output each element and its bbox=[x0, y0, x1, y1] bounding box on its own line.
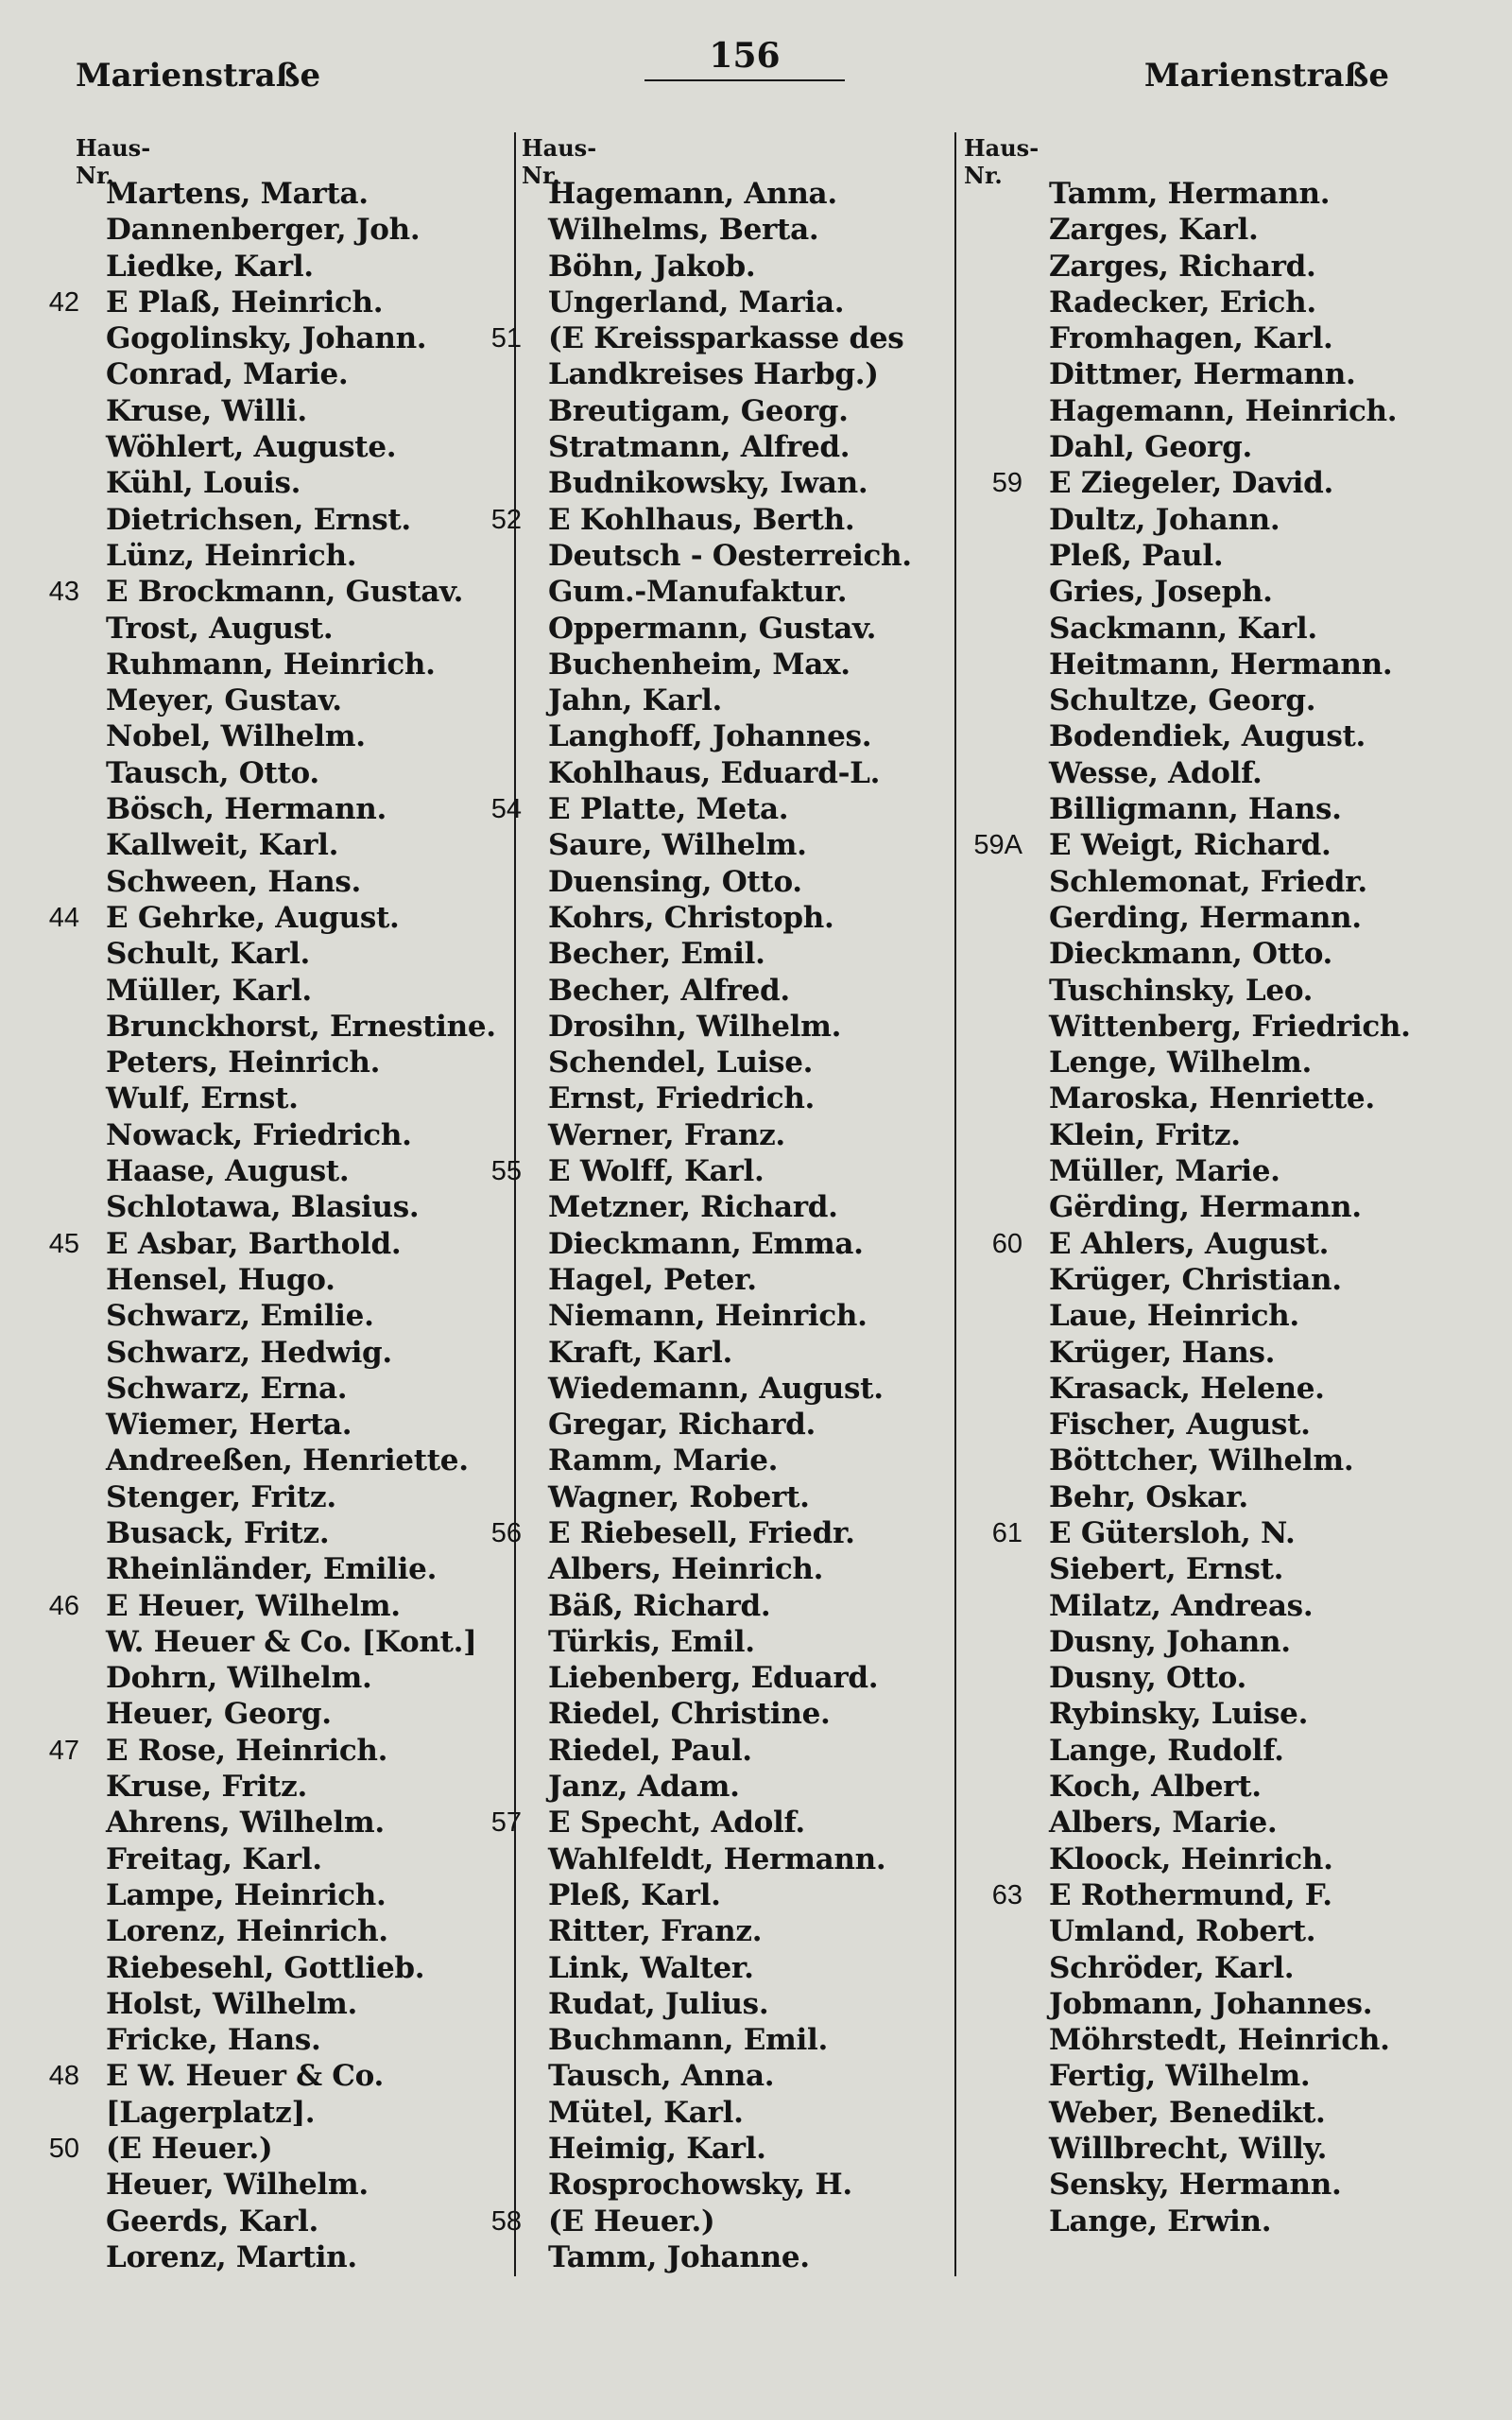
house-number: 52 bbox=[490, 504, 522, 535]
page-number: 156 bbox=[709, 36, 781, 76]
resident-entry: Rudat, Julius. bbox=[548, 1986, 769, 2021]
resident-entry: Nowack, Friedrich. bbox=[106, 1117, 412, 1152]
resident-entry: E Gehrke, August. bbox=[106, 900, 400, 935]
resident-entry: Tamm, Hermann. bbox=[1049, 177, 1331, 211]
resident-entry: Haase, August. bbox=[106, 1154, 350, 1189]
resident-entry: Metzner, Richard. bbox=[548, 1190, 838, 1225]
resident-entry: Kruse, Fritz. bbox=[106, 1770, 307, 1805]
resident-entry: Gregar, Richard. bbox=[548, 1408, 816, 1443]
resident-entry: Jahn, Karl. bbox=[548, 683, 723, 718]
house-number: 47 bbox=[48, 1735, 79, 1766]
resident-entry: Heuer, Wilhelm. bbox=[106, 2168, 369, 2203]
resident-entry: Rosprochowsky, H. bbox=[548, 2168, 852, 2203]
resident-entry: Gërding, Hermann. bbox=[1049, 1190, 1362, 1225]
resident-entry: Wiedemann, August. bbox=[548, 1371, 884, 1406]
house-number: 55 bbox=[490, 1156, 522, 1187]
resident-entry: Riebesehl, Gottlieb. bbox=[106, 1950, 425, 1985]
house-number: 43 bbox=[48, 577, 79, 608]
house-number-header: Haus-Nr. bbox=[76, 134, 151, 189]
resident-entry: Bäß, Richard. bbox=[548, 1588, 771, 1623]
resident-entry: Buchenheim, Max. bbox=[548, 647, 850, 682]
resident-entry: E Ahlers, August. bbox=[1049, 1226, 1330, 1261]
resident-entry: Dusny, Otto. bbox=[1049, 1661, 1247, 1696]
resident-entry: Wahlfeldt, Hermann. bbox=[548, 1841, 886, 1876]
house-number: 45 bbox=[48, 1228, 79, 1259]
resident-entry: E Wolff, Karl. bbox=[548, 1154, 765, 1189]
resident-entry: Albers, Marie. bbox=[1049, 1806, 1278, 1841]
resident-entry: Schultze, Georg. bbox=[1049, 683, 1316, 718]
resident-entry: Hagemann, Anna. bbox=[548, 177, 837, 211]
resident-entry: Schlemonat, Friedr. bbox=[1049, 864, 1367, 899]
resident-entry: Willbrecht, Willy. bbox=[1049, 2132, 1328, 2167]
resident-entry: Krüger, Hans. bbox=[1049, 1335, 1276, 1370]
house-number: 63 bbox=[991, 1879, 1022, 1910]
resident-entry: Heuer, Georg. bbox=[106, 1697, 332, 1732]
resident-entry: Kohrs, Christoph. bbox=[548, 900, 834, 935]
resident-entry: Langhoff, Johannes. bbox=[548, 719, 872, 754]
column-divider bbox=[954, 132, 956, 2276]
resident-entry: E Plaß, Heinrich. bbox=[106, 285, 384, 320]
house-number: 59 bbox=[991, 468, 1022, 499]
resident-entry: Schult, Karl. bbox=[106, 937, 311, 972]
resident-entry: Oppermann, Gustav. bbox=[548, 611, 877, 646]
resident-entry: Ramm, Marie. bbox=[548, 1443, 779, 1478]
resident-entry: Kloock, Heinrich. bbox=[1049, 1841, 1333, 1876]
house-number: 48 bbox=[48, 2061, 79, 2092]
resident-entry: Ungerland, Maria. bbox=[548, 285, 845, 320]
resident-entry: Werner, Franz. bbox=[548, 1117, 785, 1152]
resident-entry: Wittenberg, Friedrich. bbox=[1049, 1009, 1411, 1044]
resident-entry: Wagner, Robert. bbox=[548, 1479, 810, 1514]
resident-entry: Böhn, Jakob. bbox=[548, 249, 756, 284]
resident-entry: Gries, Joseph. bbox=[1049, 575, 1273, 610]
resident-entry: Dittmer, Hermann. bbox=[1049, 357, 1356, 392]
resident-entry: Fischer, August. bbox=[1049, 1408, 1311, 1443]
resident-entry: Schröder, Karl. bbox=[1049, 1950, 1295, 1985]
resident-entry: E Platte, Meta. bbox=[548, 792, 789, 827]
house-number: 59A bbox=[973, 830, 1022, 861]
page-number-rule bbox=[644, 79, 845, 81]
resident-entry: Radecker, Erich. bbox=[1049, 285, 1316, 320]
resident-entry: Wöhlert, Auguste. bbox=[106, 430, 397, 465]
resident-entry: Lenge, Wilhelm. bbox=[1049, 1046, 1312, 1080]
resident-entry: W. Heuer & Co. [Kont.] bbox=[106, 1624, 477, 1659]
resident-entry: Heitmann, Hermann. bbox=[1049, 647, 1393, 682]
resident-entry: Janz, Adam. bbox=[548, 1770, 740, 1805]
resident-entry: Liedke, Karl. bbox=[106, 249, 314, 284]
resident-entry: Meyer, Gustav. bbox=[106, 683, 342, 718]
resident-entry: Lange, Rudolf. bbox=[1049, 1733, 1284, 1768]
resident-entry: Sensky, Hermann. bbox=[1049, 2168, 1342, 2203]
resident-entry: Böttcher, Wilhelm. bbox=[1049, 1443, 1354, 1478]
resident-entry: Fertig, Wilhelm. bbox=[1049, 2059, 1311, 2094]
resident-entry: Trost, August. bbox=[106, 611, 334, 646]
resident-entry: Koch, Albert. bbox=[1049, 1770, 1262, 1805]
resident-entry: (E Heuer.) bbox=[106, 2132, 273, 2167]
resident-entry: Andreeßen, Henriette. bbox=[106, 1443, 469, 1478]
resident-entry: Müller, Marie. bbox=[1049, 1154, 1280, 1189]
resident-entry: Becher, Alfred. bbox=[548, 973, 790, 1008]
resident-entry: Nobel, Wilhelm. bbox=[106, 719, 366, 754]
resident-entry: (E Heuer.) bbox=[548, 2204, 715, 2238]
resident-entry: Wulf, Ernst. bbox=[106, 1081, 299, 1116]
house-number: 50 bbox=[48, 2134, 79, 2165]
house-number: 57 bbox=[490, 1807, 522, 1839]
resident-entry: Niemann, Heinrich. bbox=[548, 1299, 868, 1334]
resident-entry: Gerding, Hermann. bbox=[1049, 900, 1362, 935]
resident-entry: Wiemer, Herta. bbox=[106, 1408, 352, 1443]
resident-entry: Bösch, Hermann. bbox=[106, 792, 387, 827]
resident-entry: Hagel, Peter. bbox=[548, 1262, 757, 1297]
resident-entry: E Ziegeler, David. bbox=[1049, 466, 1333, 501]
resident-entry: Heimig, Karl. bbox=[548, 2132, 766, 2167]
resident-entry: E Rose, Heinrich. bbox=[106, 1733, 388, 1768]
resident-entry: Landkreises Harbg.) bbox=[548, 357, 879, 392]
resident-entry: E Asbar, Barthold. bbox=[106, 1226, 402, 1261]
resident-entry: Schwarz, Hedwig. bbox=[106, 1335, 392, 1370]
resident-entry: Rheinländer, Emilie. bbox=[106, 1552, 438, 1587]
house-number: 60 bbox=[991, 1228, 1022, 1259]
house-number: 58 bbox=[490, 2205, 522, 2237]
resident-entry: (E Kreissparkasse des bbox=[548, 321, 904, 356]
running-head-left: Marienstraße bbox=[76, 57, 321, 95]
resident-entry: Fricke, Hans. bbox=[106, 2023, 321, 2058]
house-number: 44 bbox=[48, 902, 79, 933]
resident-entry: Stratmann, Alfred. bbox=[548, 430, 850, 465]
resident-entry: Freitag, Karl. bbox=[106, 1841, 322, 1876]
resident-entry: Wesse, Adolf. bbox=[1049, 755, 1263, 790]
resident-entry: Lange, Erwin. bbox=[1049, 2204, 1272, 2238]
resident-entry: E Gütersloh, N. bbox=[1049, 1515, 1296, 1550]
resident-entry: Gogolinsky, Johann. bbox=[106, 321, 427, 356]
resident-entry: Tuschinsky, Leo. bbox=[1049, 973, 1314, 1008]
resident-entry: Umland, Robert. bbox=[1049, 1914, 1316, 1949]
house-number: 56 bbox=[490, 1517, 522, 1548]
resident-entry: Zarges, Karl. bbox=[1049, 213, 1259, 248]
resident-entry: Schendel, Luise. bbox=[548, 1046, 814, 1080]
resident-entry: Behr, Oskar. bbox=[1049, 1479, 1248, 1514]
resident-entry: Hagemann, Heinrich. bbox=[1049, 393, 1398, 428]
resident-entry: Busack, Fritz. bbox=[106, 1515, 330, 1550]
resident-entry: E Brockmann, Gustav. bbox=[106, 575, 464, 610]
resident-entry: Bodendiek, August. bbox=[1049, 719, 1366, 754]
resident-entry: Laue, Heinrich. bbox=[1049, 1299, 1299, 1334]
resident-entry: Tausch, Otto. bbox=[106, 755, 319, 790]
house-number: 46 bbox=[48, 1590, 79, 1621]
resident-entry: Riedel, Paul. bbox=[548, 1733, 752, 1768]
resident-entry: Tausch, Anna. bbox=[548, 2059, 775, 2094]
house-number-header: Haus-Nr. bbox=[522, 134, 597, 189]
resident-entry: Link, Walter. bbox=[548, 1950, 754, 1985]
resident-entry: E Riebesell, Friedr. bbox=[548, 1515, 855, 1550]
resident-entry: Conrad, Marie. bbox=[106, 357, 349, 392]
resident-entry: Budnikowsky, Iwan. bbox=[548, 466, 868, 501]
resident-entry: Krasack, Helene. bbox=[1049, 1371, 1325, 1406]
resident-entry: Ahrens, Wilhelm. bbox=[106, 1806, 385, 1841]
house-number: 61 bbox=[991, 1517, 1022, 1548]
resident-entry: Pleß, Paul. bbox=[1049, 538, 1224, 573]
resident-entry: Dusny, Johann. bbox=[1049, 1624, 1291, 1659]
resident-entry: Zarges, Richard. bbox=[1049, 249, 1316, 284]
resident-entry: Schween, Hans. bbox=[106, 864, 362, 899]
running-head-right: Marienstraße bbox=[1143, 57, 1389, 95]
house-number: 54 bbox=[490, 794, 522, 825]
resident-entry: Fromhagen, Karl. bbox=[1049, 321, 1333, 356]
resident-entry: Dieckmann, Otto. bbox=[1049, 937, 1333, 972]
resident-entry: Milatz, Andreas. bbox=[1049, 1588, 1314, 1623]
resident-entry: Peters, Heinrich. bbox=[106, 1046, 381, 1080]
resident-entry: Martens, Marta. bbox=[106, 177, 369, 211]
resident-entry: Rybinsky, Luise. bbox=[1049, 1697, 1309, 1732]
resident-entry: Mütel, Karl. bbox=[548, 2095, 744, 2130]
house-number: 42 bbox=[48, 286, 79, 318]
resident-entry: Wilhelms, Berta. bbox=[548, 213, 819, 248]
resident-entry: Müller, Karl. bbox=[106, 973, 312, 1008]
resident-entry: Jobmann, Johannes. bbox=[1049, 1986, 1373, 2021]
resident-entry: Dahl, Georg. bbox=[1049, 430, 1252, 465]
resident-entry: E Kohlhaus, Berth. bbox=[548, 502, 855, 537]
resident-entry: Lorenz, Heinrich. bbox=[106, 1914, 388, 1949]
resident-entry: Kallweit, Karl. bbox=[106, 828, 339, 863]
resident-entry: Schlotawa, Blasius. bbox=[106, 1190, 420, 1225]
resident-entry: E Specht, Adolf. bbox=[548, 1806, 805, 1841]
resident-entry: Sackmann, Karl. bbox=[1049, 611, 1317, 646]
resident-entry: Hensel, Hugo. bbox=[106, 1262, 335, 1297]
resident-entry: [Lagerplatz]. bbox=[106, 2095, 316, 2130]
resident-entry: Duensing, Otto. bbox=[548, 864, 802, 899]
resident-entry: Krüger, Christian. bbox=[1049, 1262, 1342, 1297]
resident-entry: Schwarz, Emilie. bbox=[106, 1299, 374, 1334]
resident-entry: E Weigt, Richard. bbox=[1049, 828, 1332, 863]
resident-entry: Deutsch - Oesterreich. bbox=[548, 538, 912, 573]
resident-entry: Dieckmann, Emma. bbox=[548, 1226, 864, 1261]
resident-entry: Geerds, Karl. bbox=[106, 2204, 318, 2238]
resident-entry: Tamm, Johanne. bbox=[548, 2239, 810, 2274]
resident-entry: Ritter, Franz. bbox=[548, 1914, 763, 1949]
resident-entry: Klein, Fritz. bbox=[1049, 1117, 1241, 1152]
resident-entry: Schwarz, Erna. bbox=[106, 1371, 348, 1406]
resident-entry: Lampe, Heinrich. bbox=[106, 1877, 387, 1912]
resident-entry: Kühl, Louis. bbox=[106, 466, 301, 501]
resident-entry: Kohlhaus, Eduard-L. bbox=[548, 755, 881, 790]
resident-entry: Maroska, Henriette. bbox=[1049, 1081, 1375, 1116]
resident-entry: Dohrn, Wilhelm. bbox=[106, 1661, 372, 1696]
resident-entry: Billigmann, Hans. bbox=[1049, 792, 1342, 827]
resident-entry: Saure, Wilhelm. bbox=[548, 828, 807, 863]
resident-entry: Holst, Wilhelm. bbox=[106, 1986, 358, 2021]
resident-entry: Dannenberger, Joh. bbox=[106, 213, 421, 248]
resident-entry: Stenger, Fritz. bbox=[106, 1479, 336, 1514]
resident-entry: Buchmann, Emil. bbox=[548, 2023, 828, 2058]
resident-entry: Kraft, Karl. bbox=[548, 1335, 732, 1370]
resident-entry: Pleß, Karl. bbox=[548, 1877, 721, 1912]
resident-entry: Möhrstedt, Heinrich. bbox=[1049, 2023, 1390, 2058]
house-number-header: Haus-Nr. bbox=[964, 134, 1040, 189]
resident-entry: Lorenz, Martin. bbox=[106, 2239, 357, 2274]
resident-entry: E Heuer, Wilhelm. bbox=[106, 1588, 401, 1623]
house-number: 51 bbox=[490, 323, 522, 354]
resident-entry: Gum.-Manufaktur. bbox=[548, 575, 848, 610]
resident-entry: Brunckhorst, Ernestine. bbox=[106, 1009, 496, 1044]
resident-entry: Weber, Benedikt. bbox=[1049, 2095, 1326, 2130]
resident-entry: Albers, Heinrich. bbox=[548, 1552, 824, 1587]
column-divider bbox=[514, 132, 516, 2276]
resident-entry: Kruse, Willi. bbox=[106, 393, 307, 428]
resident-entry: Dietrichsen, Ernst. bbox=[106, 502, 411, 537]
resident-entry: Ruhmann, Heinrich. bbox=[106, 647, 436, 682]
resident-entry: Becher, Emil. bbox=[548, 937, 765, 972]
resident-entry: E Rothermund, F. bbox=[1049, 1877, 1332, 1912]
resident-entry: Türkis, Emil. bbox=[548, 1624, 755, 1659]
resident-entry: Siebert, Ernst. bbox=[1049, 1552, 1284, 1587]
resident-entry: Dultz, Johann. bbox=[1049, 502, 1280, 537]
resident-entry: Liebenberg, Eduard. bbox=[548, 1661, 879, 1696]
resident-entry: Drosihn, Wilhelm. bbox=[548, 1009, 842, 1044]
resident-entry: Riedel, Christine. bbox=[548, 1697, 831, 1732]
resident-entry: Lünz, Heinrich. bbox=[106, 538, 357, 573]
resident-entry: E W. Heuer & Co. bbox=[106, 2059, 384, 2094]
resident-entry: Ernst, Friedrich. bbox=[548, 1081, 816, 1116]
resident-entry: Breutigam, Georg. bbox=[548, 393, 849, 428]
